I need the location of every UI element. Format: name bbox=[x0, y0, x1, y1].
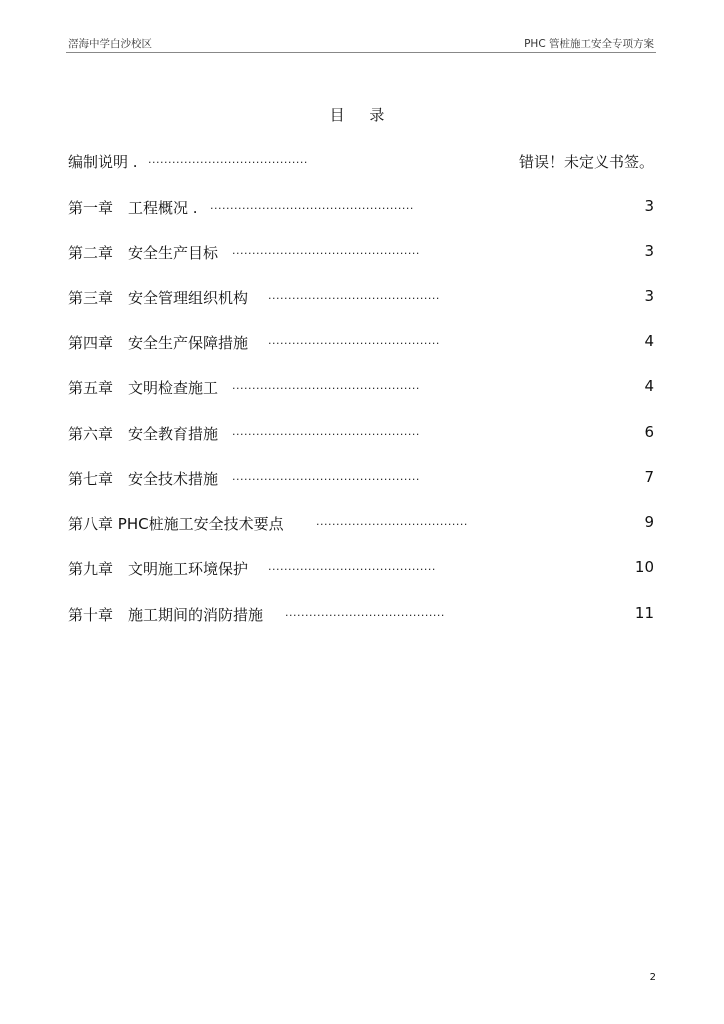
toc-entry-label: 第二章 安全生产目标 bbox=[68, 244, 219, 262]
toc-entry-leader: ........................................ bbox=[285, 606, 445, 619]
toc-entry-label: 第八章 PHC桩施工安全技术要点 bbox=[68, 515, 284, 533]
toc-title: 目 录 bbox=[329, 106, 395, 124]
toc-entry-page: 7 bbox=[644, 468, 654, 486]
toc-entry-leader: ............................................... bbox=[232, 379, 420, 392]
toc-entry[interactable] bbox=[68, 468, 654, 488]
toc-entry-label: 第四章 安全生产保障措施 bbox=[68, 334, 249, 352]
toc-entry[interactable] bbox=[68, 197, 654, 217]
toc-entry-label: 第五章 文明检查施工 bbox=[68, 379, 219, 397]
toc-entry-page: 10 bbox=[634, 558, 654, 576]
toc-entry-page: 3 bbox=[644, 242, 654, 260]
toc-entry-page: 11 bbox=[634, 604, 654, 622]
header-school-name: 滘海中学白沙校区 bbox=[68, 38, 152, 50]
toc-entry[interactable] bbox=[68, 604, 654, 624]
toc-entry-leader: ........................................... bbox=[268, 289, 440, 302]
toc-entry-leader: ............................................... bbox=[232, 470, 420, 483]
toc-entry-page: 6 bbox=[644, 423, 654, 441]
toc-entry-page: 3 bbox=[644, 287, 654, 305]
toc-entry-label: 第三章 安全管理组织机构 bbox=[68, 289, 249, 307]
toc-entry-leader: ...................................... bbox=[316, 515, 468, 528]
toc-entry-page: 4 bbox=[644, 377, 654, 395]
toc-entry-label: 第十章 施工期间的消防措施 bbox=[68, 606, 264, 624]
toc-entry-label: 第七章 安全技术措施 bbox=[68, 470, 219, 488]
toc-entry[interactable] bbox=[68, 377, 654, 397]
toc-entry[interactable] bbox=[68, 242, 654, 262]
toc-entry-leader: ........................................ bbox=[148, 153, 308, 166]
toc-entry[interactable] bbox=[68, 423, 654, 443]
toc-entry-label: 编制说明 . bbox=[68, 153, 138, 171]
toc-entry-leader: .......................................... bbox=[268, 560, 436, 573]
toc-entry-leader: ............................................... bbox=[232, 244, 420, 257]
toc-entry-label: 第九章 文明施工环境保护 bbox=[68, 560, 249, 578]
toc-entry-label: 第一章 工程概况 . bbox=[68, 199, 198, 217]
toc-entry-page: 错误！未定义书签。 bbox=[518, 153, 654, 171]
toc-entry-label: 第六章 安全教育措施 bbox=[68, 425, 219, 443]
toc-entry-leader: ............................................... bbox=[232, 425, 420, 438]
toc-entry-leader: ................................................... bbox=[210, 199, 414, 212]
toc-entry-page: 3 bbox=[644, 197, 654, 215]
toc-entry-leader: ........................................... bbox=[268, 334, 440, 347]
header-document-title: PHC 管桩施工安全专项方案 bbox=[524, 38, 654, 50]
toc-entry-page: 9 bbox=[644, 513, 654, 531]
header-divider bbox=[66, 52, 656, 53]
page-number: 2 bbox=[649, 972, 656, 983]
toc-entry[interactable] bbox=[68, 558, 654, 578]
toc-entry[interactable] bbox=[68, 513, 654, 533]
toc-entry[interactable] bbox=[68, 332, 654, 352]
toc-entry[interactable] bbox=[68, 151, 654, 171]
toc-entry[interactable] bbox=[68, 287, 654, 307]
toc-entry-page: 4 bbox=[644, 332, 654, 350]
